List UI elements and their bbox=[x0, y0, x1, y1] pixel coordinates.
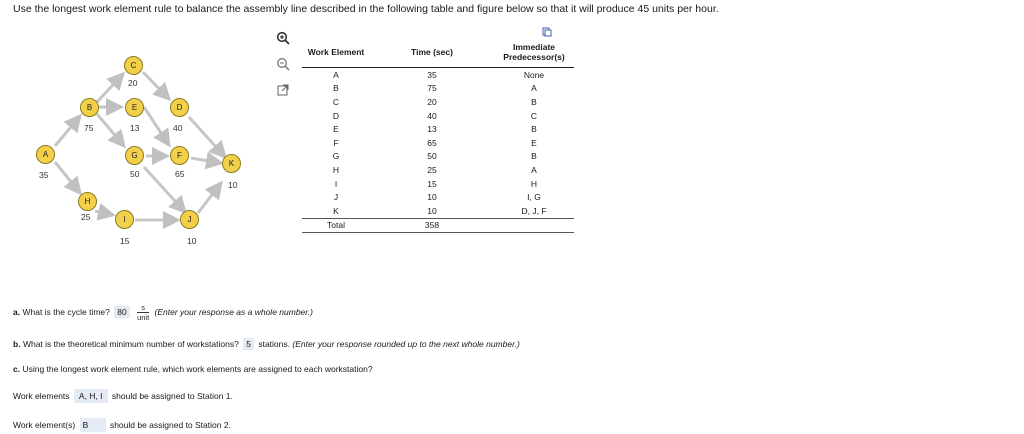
station-1-answer-field[interactable]: A, H, I bbox=[74, 389, 108, 403]
node-c: C bbox=[124, 56, 143, 75]
cell-predecessor: C bbox=[530, 110, 538, 121]
station-2-answer-field[interactable]: B bbox=[80, 418, 106, 432]
table-row bbox=[302, 109, 574, 123]
question-c-label: c. bbox=[13, 364, 21, 374]
cell-time: 25 bbox=[427, 164, 437, 175]
total-value: 358 bbox=[370, 218, 494, 233]
table-row bbox=[302, 122, 574, 136]
node-i: I bbox=[115, 210, 134, 229]
table-header-row bbox=[302, 37, 574, 68]
table-row bbox=[302, 82, 574, 96]
question-b-hint: (Enter your response rounded up to the next whole number.) bbox=[292, 339, 520, 349]
cell-time: 10 bbox=[427, 192, 437, 203]
cycle-time-answer-field[interactable]: 80 bbox=[114, 306, 129, 318]
cell-predecessor: I, G bbox=[527, 192, 541, 203]
cell-time: 15 bbox=[427, 178, 437, 189]
cell-time: 65 bbox=[427, 137, 437, 148]
cell-time: 35 bbox=[427, 69, 437, 80]
cell-element: F bbox=[333, 137, 339, 148]
cell-element: C bbox=[332, 96, 340, 107]
cell-predecessor: H bbox=[530, 178, 538, 189]
node-e-time: 13 bbox=[130, 123, 140, 133]
cell-element: H bbox=[332, 164, 340, 175]
cell-time: 50 bbox=[427, 151, 437, 162]
header-predecessors: Immediate Predecessor(s) bbox=[494, 37, 574, 68]
question-c bbox=[13, 364, 373, 374]
node-a-time: 35 bbox=[39, 170, 49, 180]
cell-element: B bbox=[333, 83, 339, 94]
cell-time: 13 bbox=[427, 124, 437, 135]
unit-fraction bbox=[137, 303, 149, 322]
node-f-time: 65 bbox=[175, 169, 185, 179]
min-workstations-answer-field[interactable]: 5 bbox=[243, 338, 254, 350]
node-h-time: 25 bbox=[81, 212, 91, 222]
question-a-label: a. bbox=[13, 306, 21, 317]
cell-predecessor: B bbox=[531, 124, 537, 135]
cell-predecessor: B bbox=[531, 151, 537, 162]
cell-predecessor: B bbox=[531, 96, 537, 107]
node-g: G bbox=[125, 146, 144, 165]
cell-element: I bbox=[334, 178, 338, 189]
station-1-prefix: Work elements bbox=[13, 391, 70, 401]
node-d: D bbox=[170, 98, 189, 117]
node-j-time: 10 bbox=[187, 236, 197, 246]
cell-time: 75 bbox=[427, 83, 437, 94]
question-a bbox=[13, 303, 313, 322]
station-1-suffix: should be assigned to Station 1. bbox=[111, 391, 233, 401]
station-2-prefix: Work element(s) bbox=[13, 420, 76, 430]
table-row bbox=[302, 163, 574, 177]
node-b: B bbox=[80, 98, 99, 117]
cell-predecessor: D, J, F bbox=[521, 205, 547, 216]
cell-element: A bbox=[333, 69, 339, 80]
node-d-time: 40 bbox=[173, 123, 183, 133]
table-row bbox=[302, 177, 574, 191]
problem-prompt: Use the longest work element rule to balance the assembly line described in the following table and figure below so that it will produce 45 units per hour. bbox=[13, 3, 719, 15]
table-row bbox=[302, 150, 574, 164]
cell-element: G bbox=[332, 151, 340, 162]
table-total-row bbox=[302, 218, 574, 233]
question-b-text: What is the theoretical minimum number of workstations? bbox=[22, 339, 239, 349]
table-row bbox=[302, 190, 574, 204]
question-b bbox=[13, 338, 520, 350]
precedence-diagram bbox=[35, 50, 255, 250]
open-in-new-window-icon[interactable] bbox=[275, 82, 291, 98]
cell-predecessor: A bbox=[531, 83, 537, 94]
node-g-time: 50 bbox=[130, 169, 140, 179]
node-a: A bbox=[36, 145, 55, 164]
zoom-in-icon[interactable] bbox=[275, 30, 291, 46]
table-row bbox=[302, 136, 574, 150]
table-row bbox=[302, 68, 574, 82]
node-j: J bbox=[180, 210, 199, 229]
question-a-hint: (Enter your response as a whole number.) bbox=[154, 306, 313, 317]
cell-element: K bbox=[333, 205, 339, 216]
question-b-label: b. bbox=[13, 339, 21, 349]
unit-numerator: s bbox=[137, 303, 149, 313]
cell-predecessor: None bbox=[523, 69, 545, 80]
station-2-row bbox=[13, 418, 231, 432]
cell-element: J bbox=[333, 192, 339, 203]
cell-time: 20 bbox=[427, 96, 437, 107]
header-time: Time (sec) bbox=[370, 37, 494, 68]
work-element-table bbox=[302, 37, 574, 233]
table-row bbox=[302, 95, 574, 109]
question-b-unit: stations. bbox=[258, 339, 290, 349]
node-b-time: 75 bbox=[84, 123, 94, 133]
cell-element: E bbox=[333, 124, 339, 135]
node-c-time: 20 bbox=[128, 78, 138, 88]
node-e: E bbox=[125, 98, 144, 117]
cell-predecessor: E bbox=[531, 137, 537, 148]
node-h: H bbox=[78, 192, 97, 211]
cell-element: D bbox=[332, 110, 340, 121]
table-row bbox=[302, 204, 574, 218]
node-i-time: 15 bbox=[120, 236, 130, 246]
question-c-text: Using the longest work element rule, which work elements are assigned to each workstation? bbox=[22, 364, 373, 374]
station-1-row bbox=[13, 389, 233, 403]
zoom-out-icon[interactable] bbox=[275, 56, 291, 72]
station-2-suffix: should be assigned to Station 2. bbox=[109, 420, 231, 430]
question-a-text: What is the cycle time? bbox=[22, 306, 110, 317]
cell-time: 10 bbox=[427, 205, 437, 216]
header-work-element: Work Element bbox=[302, 37, 370, 68]
diagram-arrows bbox=[35, 50, 255, 250]
node-k: K bbox=[222, 154, 241, 173]
cell-predecessor: A bbox=[531, 164, 537, 175]
unit-denominator: unit bbox=[137, 313, 150, 322]
cell-time: 40 bbox=[427, 110, 437, 121]
total-label: Total bbox=[302, 218, 370, 233]
node-k-time: 10 bbox=[228, 180, 238, 190]
node-f: F bbox=[170, 146, 189, 165]
